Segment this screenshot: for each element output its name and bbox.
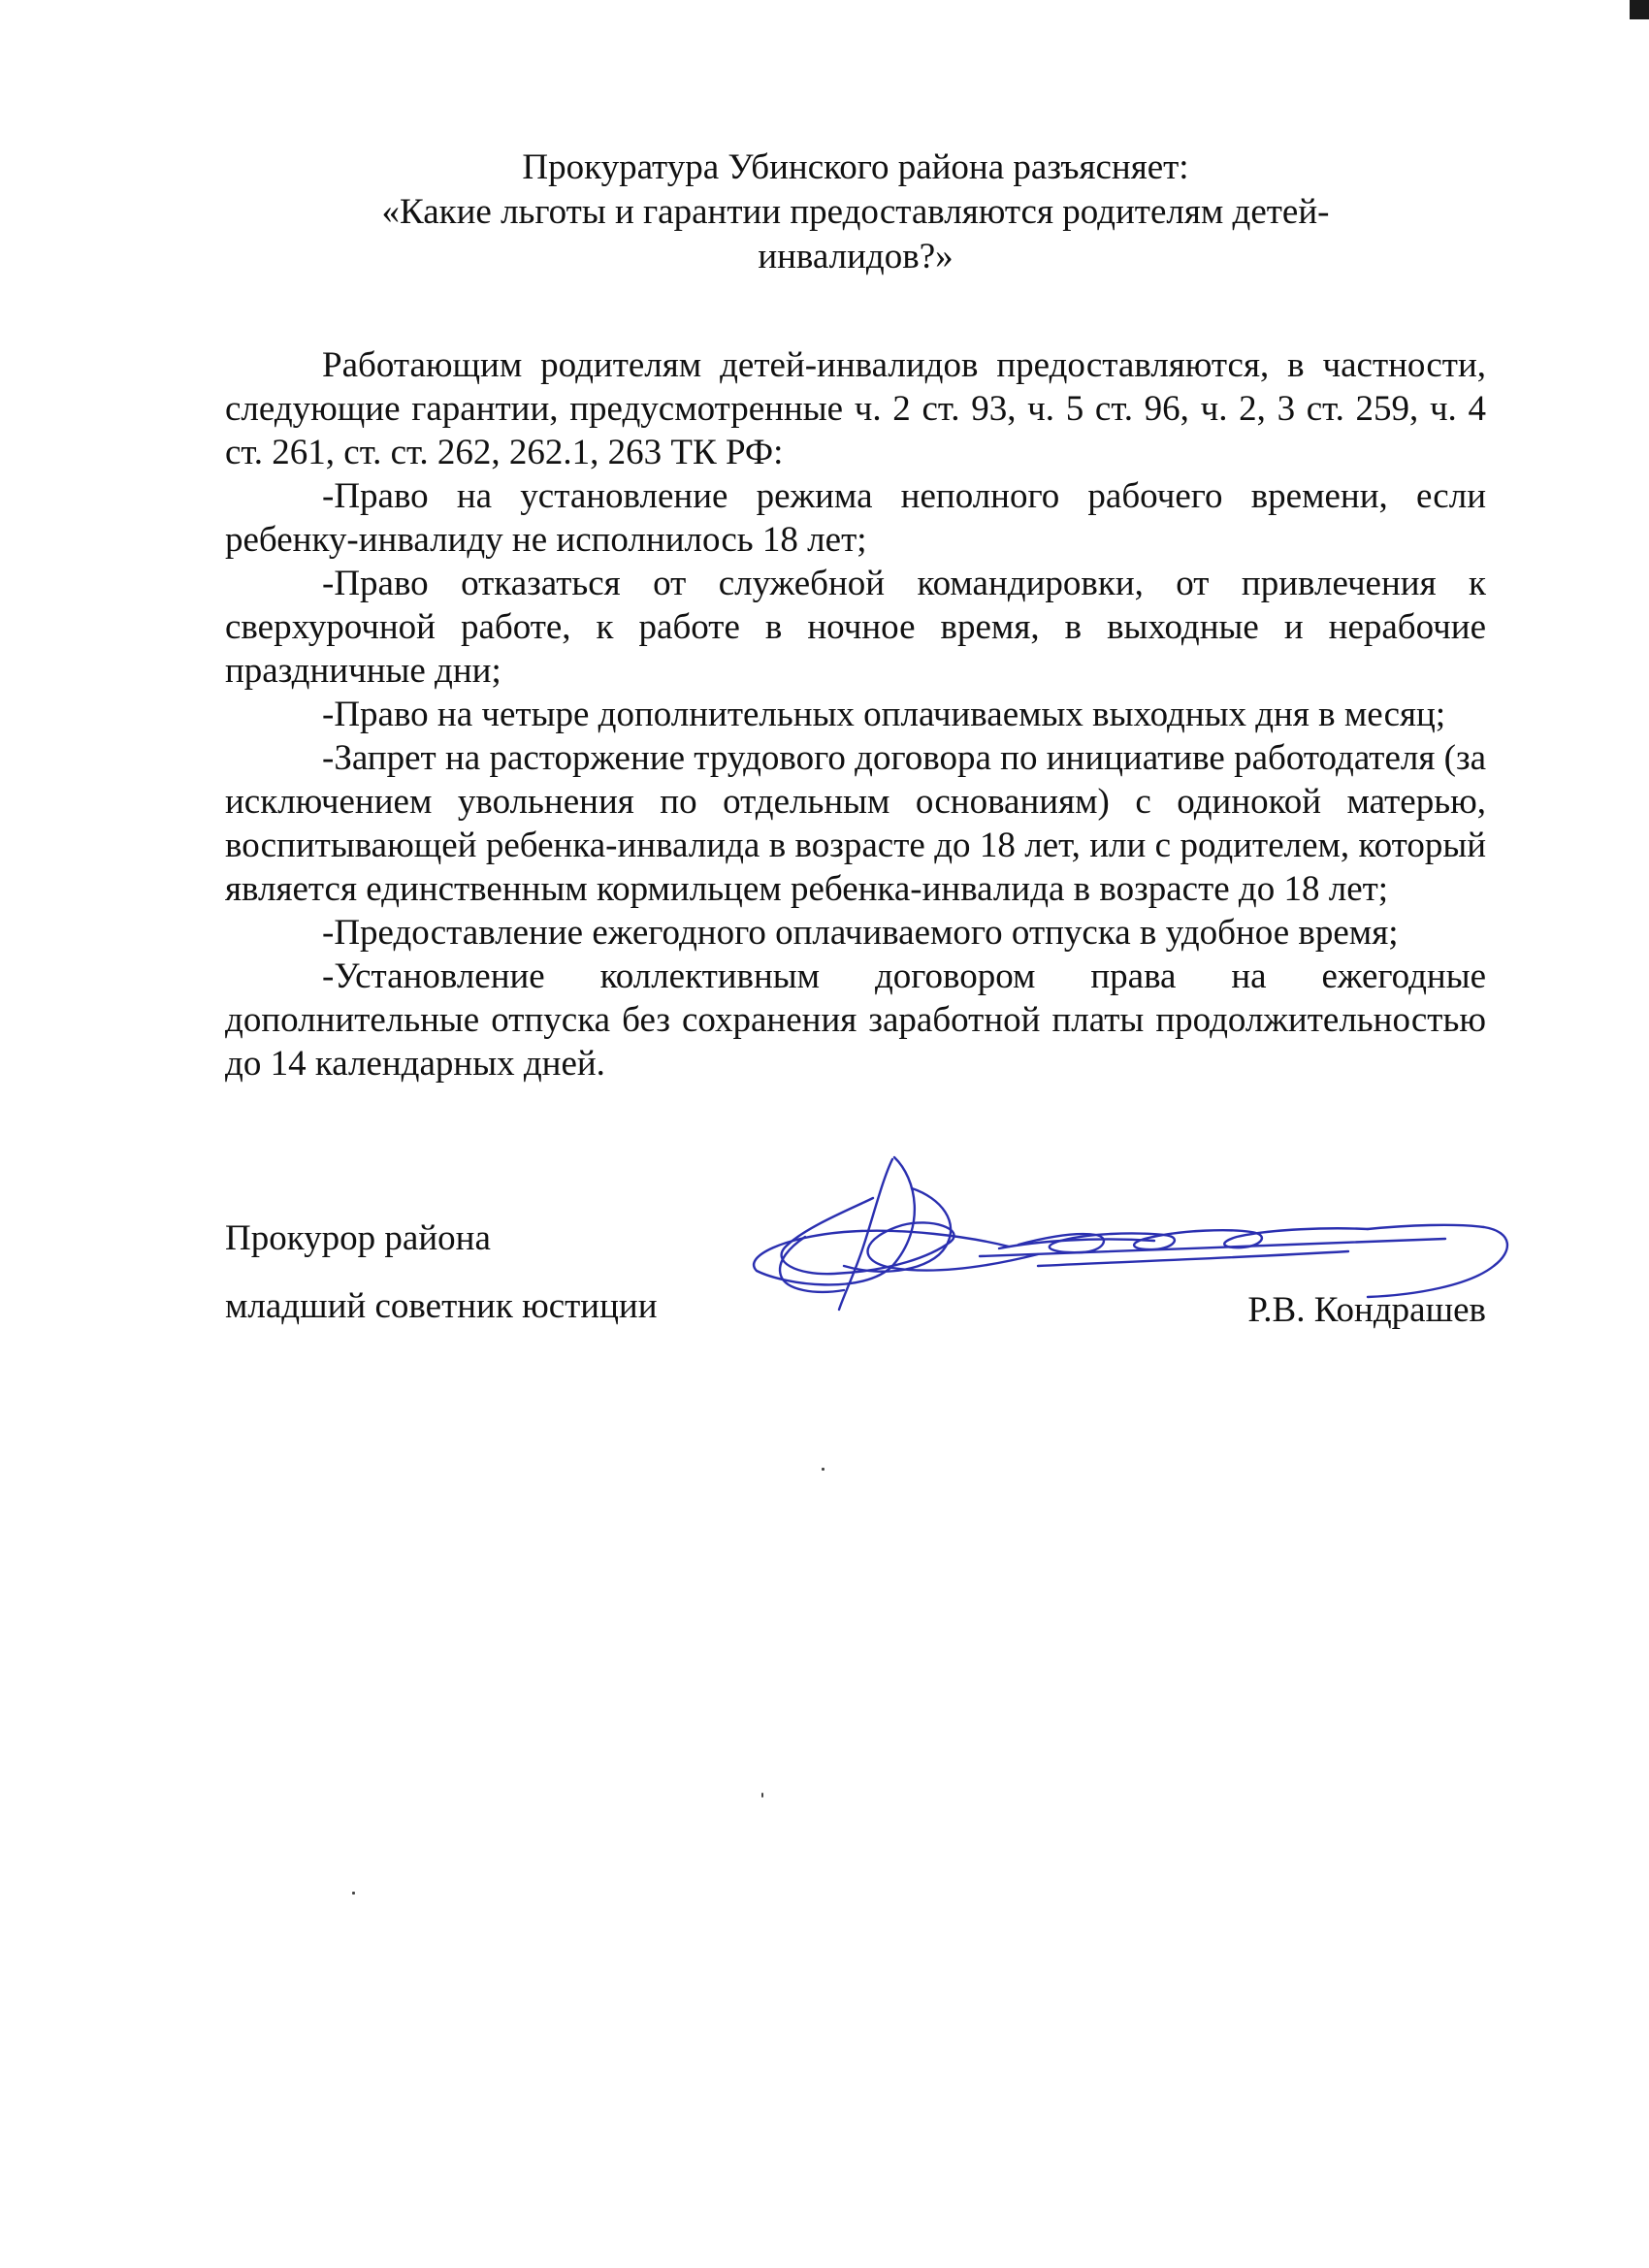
header-line-3: инвалидов?» (758, 237, 954, 276)
list-item: -Установление коллективным договором права на ежегодные дополнительные отпуска без сохранения заработной платы продолжительностью до 14 календарных дней. (225, 956, 1486, 1084)
signature-block (225, 1217, 1486, 1353)
signer-rank: младший советник юстиции (225, 1286, 658, 1326)
list-item: -Запрет на расторжение трудового договора по инициативе работодателя (за исключением увольнения по отдельным основаниям) с одинокой матерью, воспитывающей ребенка-инвалида в возрасте до 18 лет, или с родителем, который является единственным кормильцем ребенка-инвалида в возрасте до 18 лет; (225, 738, 1486, 909)
list-item: -Предоставление ежегодного оплачиваемого отпуска в удобное время; (322, 913, 1399, 953)
list-item: -Право на четыре дополнительных оплачиваемых выходных дня в месяц; (322, 695, 1446, 734)
signer-title: Прокурор района (225, 1218, 491, 1258)
list-item: -Право отказаться от служебной командировки, от привлечения к сверхурочной работе, к работе в ночное время, в выходные и нерабочие праздничные дни; (225, 564, 1486, 691)
scan-edge-mark (1630, 0, 1649, 19)
scan-speck (761, 1793, 763, 1798)
list-item: -Право на установление режима неполного рабочего времени, если ребенку-инвалиду не исполнилось 18 лет; (225, 476, 1486, 560)
document-page (225, 146, 1486, 1085)
document-body (225, 343, 1486, 1085)
signer-name: Р.В. Кондрашев (1247, 1290, 1486, 1330)
scan-speck (352, 1892, 355, 1895)
header-line-2: «Какие льготы и гарантии предоставляются родителям детей- (381, 192, 1330, 232)
scan-speck (822, 1468, 824, 1471)
document-header (225, 146, 1486, 279)
intro-paragraph: Работающим родителям детей-инвалидов предоставляются, в частности, следующие гарантии, предусмотренные ч. 2 ст. 93, ч. 5 ст. 96, ч. 2, 3 ст. 259, ч. 4 ст. 261, ст. ст. 262, 262.1, 263 ТК РФ: (225, 345, 1486, 472)
header-line-1: Прокуратура Убинского района разъясняет: (522, 147, 1189, 187)
